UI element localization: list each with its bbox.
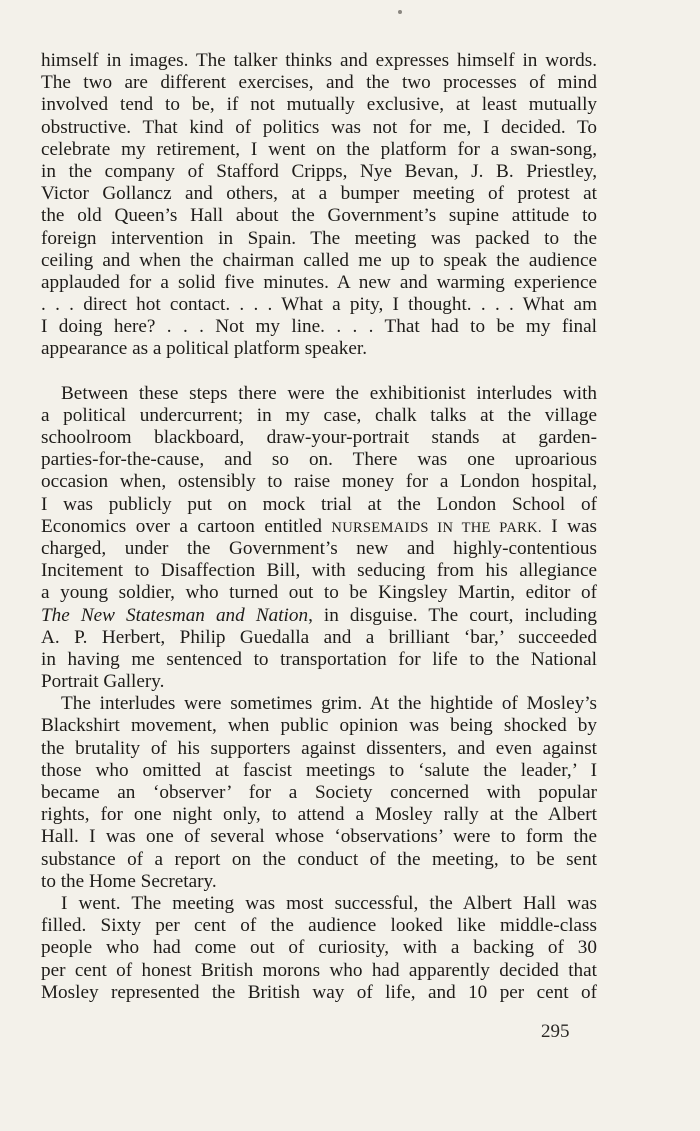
text-line: Mosley represented the British way of life, and 10 per cent of [41, 981, 597, 1003]
text-line: celebrate my retirement, I went on the platform for a swan-song, [41, 138, 597, 160]
page-body [41, 50, 597, 1004]
text-segment: Economics over a cartoon entitled [41, 515, 332, 537]
text-line: a political undercurrent; in my case, chalk talks at the village [41, 404, 597, 426]
paragraph [41, 693, 597, 893]
text-line: involved tend to be, if not mutually exclusive, at least mutually [41, 94, 597, 116]
text-line [41, 516, 597, 538]
text-line: . . . direct hot contact. . . . What a pity, I thought. . . . What am [41, 294, 597, 316]
text-line: became an ‘observer’ for a Society concerned with popular [41, 782, 597, 803]
paragraph [41, 50, 597, 361]
text-line: Between these steps there were the exhibitionist interludes with [61, 382, 597, 404]
text-line: foreign intervention in Spain. The meeting was packed to the [41, 227, 597, 249]
publication-title: The New Statesman and Nation [41, 604, 309, 626]
paragraph [41, 893, 597, 1004]
text-line: in the company of Stafford Cripps, Nye Bevan, J. B. Priestley, [41, 160, 597, 182]
page-number: 295 [541, 1021, 570, 1042]
text-line: The interludes were sometimes grim. At the hightide of Mosley’s [61, 693, 597, 715]
text-line: The two are different exercises, and the two processes of mind [41, 72, 597, 94]
section-break [41, 361, 597, 383]
text-line: himself in images. The talker thinks and expresses himself in words. [41, 50, 597, 71]
text-line: people who had come out of curiosity, with a backing of 30 [41, 937, 597, 959]
text-segment: I was [541, 515, 597, 537]
text-line: the brutality of his supporters against dissenters, and even against [41, 737, 597, 759]
text-line: I went. The meeting was most successful, the Albert Hall was [61, 892, 597, 914]
text-line: I doing here? . . . Not my line. . . . That had to be my final [41, 316, 597, 338]
text-line: Incitement to Disaffection Bill, with seducing from his allegiance [41, 560, 597, 582]
text-line: I was publicly put on mock trial at the London School of [41, 493, 597, 515]
text-line: those who omitted at fascist meetings to ‘salute the leader,’ I [41, 759, 597, 781]
text-line: schoolroom blackboard, draw-your-portrait stands at garden- [41, 427, 597, 448]
text-line: the old Queen’s Hall about the Government’s supine attitude to [41, 205, 597, 227]
text-line: to the Home Secretary. [41, 870, 217, 892]
top-margin-mark [398, 10, 402, 14]
text-line: ceiling and when the chairman called me up to speak the audience [41, 249, 597, 271]
text-line: occasion when, ostensibly to raise money for a London hospital, [41, 471, 597, 493]
text-line: Victor Gollancz and others, at a bumper meeting of protest at [41, 183, 597, 205]
text-line: charged, under the Government’s new and highly-contentious [41, 537, 597, 559]
text-line: in having me sentenced to transportation for life to the National [41, 648, 597, 670]
text-line [41, 605, 597, 627]
text-line: applauded for a solid five minutes. A new and warming experience [41, 271, 597, 293]
text-line: Portrait Gallery. [41, 671, 165, 693]
paragraph [41, 383, 597, 694]
text-line: parties-for-the-cause, and so on. There was one uproarious [41, 449, 597, 471]
text-line: appearance as a political platform speaker. [41, 338, 368, 360]
text-line: Blackshirt movement, when public opinion was being shocked by [41, 715, 597, 737]
text-line: a young soldier, who turned out to be Kingsley Martin, editor of [41, 582, 597, 604]
text-line: filled. Sixty per cent of the audience looked like middle-class [41, 915, 597, 937]
text-line: obstructive. That kind of politics was not for me, I decided. To [41, 116, 597, 138]
text-line: Hall. I was one of several whose ‘observations’ were to form the [41, 826, 597, 848]
text-line: rights, for one night only, to attend a Mosley rally at the Albert [41, 804, 597, 826]
text-line: substance of a report on the conduct of the meeting, to be sent [41, 848, 597, 870]
text-line: per cent of honest British morons who had apparently decided that [41, 959, 597, 981]
cartoon-title: NURSEMAIDS IN THE PARK. [331, 519, 542, 536]
text-segment: , in disguise. The court, including [308, 604, 597, 626]
text-line: A. P. Herbert, Philip Guedalla and a brilliant ‘bar,’ succeeded [41, 626, 597, 648]
